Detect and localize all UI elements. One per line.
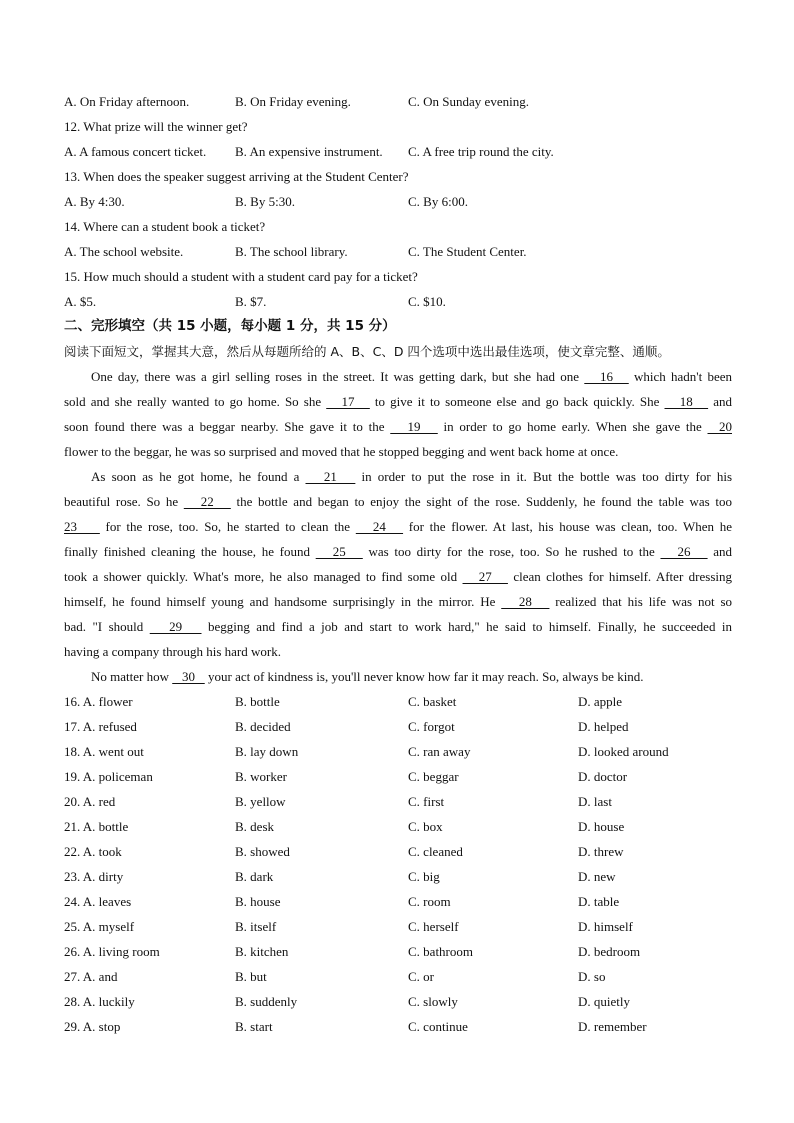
text: begging and find a job and start to work hard," he said to himself. Finally, he succeeded in [201, 619, 733, 634]
option-b: B. On Friday evening. [235, 94, 351, 109]
question-15-stem: 15. How much should a student with a student card pay for a ticket? [64, 269, 418, 284]
section-heading: 二、完形填空（共 15 小题，每小题 1 分，共 15 分） [64, 318, 396, 334]
option-b: B. suddenly [235, 994, 298, 1009]
option-b: B. start [235, 1019, 273, 1034]
blank-24: 24 [355, 519, 404, 534]
option-d: D. new [578, 869, 616, 884]
passage-line [64, 439, 732, 464]
option-c: C. cleaned [408, 844, 463, 859]
option-b: B. house [235, 894, 281, 909]
option-b: B. lay down [235, 744, 299, 759]
passage-line [64, 664, 732, 689]
question-15-options [64, 289, 732, 314]
choices-list [64, 689, 732, 1039]
option-a: 25. A. myself [64, 919, 135, 934]
text: in order to go home early. When she gave the [437, 419, 708, 434]
option-c: C. ran away [408, 744, 471, 759]
choice-row [64, 939, 732, 964]
question-12-stem: 12. What prize will the winner get? [64, 119, 248, 134]
question-14-options [64, 239, 732, 264]
text: As soon as he got home, he found a [91, 469, 306, 484]
choice-row [64, 814, 732, 839]
option-c: C. first [408, 794, 445, 809]
option-a: 26. A. living room [64, 944, 160, 959]
blank-21: 21 [305, 469, 356, 484]
option-d: D. house [578, 819, 625, 834]
text: soon found there was a beggar nearby. She gave it to the [64, 419, 391, 434]
text: himself, he found himself young and handsome surprisingly in the mirror. He [64, 594, 502, 609]
blank-30: 30 [172, 669, 205, 684]
option-c: C. or [408, 969, 434, 984]
choice-row [64, 989, 732, 1014]
choice-row [64, 789, 732, 814]
text: your act of kindness is, you'll never know how far it may reach. So, always be kind. [204, 669, 644, 684]
option-a: 22. A. took [64, 844, 122, 859]
text: realized that his life was not so [549, 594, 733, 609]
option-a: A. $5. [64, 294, 97, 309]
blank-27: 27 [462, 569, 508, 584]
page-content [64, 89, 732, 1039]
blank-25: 25 [315, 544, 363, 559]
choice-row [64, 964, 732, 989]
blank-17: 17 [326, 394, 370, 409]
passage-line [64, 489, 732, 514]
text: took a shower quickly. What's more, he also managed to find some old [64, 569, 463, 584]
text: the bottle and began to enjoy the sight of the rose. Suddenly, he found the table was too [230, 494, 733, 509]
option-c: C. On Sunday evening. [408, 94, 529, 109]
option-c: C. bathroom [408, 944, 473, 959]
text: One day, there was a girl selling roses in the street. It was getting dark, but she had one [91, 369, 585, 384]
option-d: D. doctor [578, 769, 628, 784]
text: and [708, 394, 732, 409]
option-a: 20. A. red [64, 794, 116, 809]
choice-row [64, 714, 732, 739]
text: which hadn't been [628, 369, 733, 384]
option-c: C. The Student Center. [408, 244, 527, 259]
section-instruction: 阅读下面短文，掌握其大意，然后从每题所给的 A、B、C、D 四个选项中选出最佳选项，使文章完整、通顺。 [64, 344, 670, 359]
option-b: B. showed [235, 844, 290, 859]
choice-row [64, 764, 732, 789]
option-a: 17. A. refused [64, 719, 137, 734]
option-a: 16. A. flower [64, 694, 133, 709]
text: for the flower. At last, his house was clean, too. When he [403, 519, 732, 534]
option-d: D. himself [578, 919, 633, 934]
option-b: B. decided [235, 719, 291, 734]
passage-line [64, 639, 732, 664]
option-a: 23. A. dirty [64, 869, 124, 884]
option-c: C. room [408, 894, 451, 909]
text: finally finished cleaning the house, he found [64, 544, 316, 559]
option-b: B. kitchen [235, 944, 289, 959]
option-a: 24. A. leaves [64, 894, 132, 909]
blank-28: 28 [501, 594, 550, 609]
text: clean clothes for himself. After dressing [507, 569, 732, 584]
option-c: C. slowly [408, 994, 458, 1009]
option-b: B. By 5:30. [235, 194, 295, 209]
option-b: B. but [235, 969, 267, 984]
option-a: 19. A. policeman [64, 769, 153, 784]
option-b: B. An expensive instrument. [235, 144, 383, 159]
option-b: B. worker [235, 769, 287, 784]
text: to give it to someone else and go back quickly. She [369, 394, 665, 409]
blank-26: 26 [660, 544, 708, 559]
option-c: C. By 6:00. [408, 194, 468, 209]
option-d: D. quietly [578, 994, 630, 1009]
choice-row [64, 689, 732, 714]
option-b: B. The school library. [235, 244, 348, 259]
option-c: C. herself [408, 919, 459, 934]
choice-row [64, 914, 732, 939]
option-d: D. apple [578, 694, 623, 709]
question-13-options [64, 189, 732, 214]
option-a: 29. A. stop [64, 1019, 121, 1034]
passage-line [64, 414, 732, 439]
choice-row [64, 1014, 732, 1039]
option-b: B. yellow [235, 794, 286, 809]
option-c: C. beggar [408, 769, 459, 784]
option-d: D. table [578, 894, 620, 909]
option-d: D. remember [578, 1019, 647, 1034]
option-b: B. $7. [235, 294, 267, 309]
blank-29: 29 [149, 619, 202, 634]
passage-line [64, 539, 732, 564]
option-d: D. bedroom [578, 944, 641, 959]
choice-row [64, 889, 732, 914]
blank-16: 16 [584, 369, 629, 384]
text: flower to the beggar, he was so surprised and moved that he stopped begging and went back home at once. [64, 444, 619, 459]
passage-line [64, 464, 732, 489]
option-b: B. dark [235, 869, 274, 884]
option-c: C. forgot [408, 719, 455, 734]
option-c: C. big [408, 869, 440, 884]
text: and [707, 544, 733, 559]
question-13-stem: 13. When does the speaker suggest arriving at the Student Center? [64, 169, 409, 184]
option-a: A. The school website. [64, 244, 184, 259]
passage-line [64, 589, 732, 614]
text: No matter how [91, 669, 173, 684]
passage-line [64, 389, 732, 414]
option-b: B. desk [235, 819, 274, 834]
option-d: D. last [578, 794, 612, 809]
option-c: C. box [408, 819, 443, 834]
text: was too dirty for the rose, too. So he rushed to the [362, 544, 661, 559]
text: bad. "I should [64, 619, 150, 634]
option-d: D. helped [578, 719, 629, 734]
passage-line [64, 364, 732, 389]
text: in order to put the rose in it. But the bottle was too dirty for his [355, 469, 733, 484]
blank-18: 18 [664, 394, 709, 409]
text: having a company through his hard work. [64, 644, 281, 659]
question-14-stem: 14. Where can a student book a ticket? [64, 219, 266, 234]
question-12-options [64, 139, 732, 164]
question-11-options [64, 89, 732, 114]
text: beautiful rose. So he [64, 494, 184, 509]
passage-line [64, 564, 732, 589]
blank-20: 20 [707, 419, 732, 434]
option-a: A. A famous concert ticket. [64, 144, 207, 159]
text: for the rose, too. So, he started to clean the [99, 519, 356, 534]
blank-22: 22 [183, 494, 231, 509]
blank-23: 23 [64, 519, 100, 534]
option-d: D. looked around [578, 744, 669, 759]
choice-row [64, 839, 732, 864]
option-c: C. $10. [408, 294, 446, 309]
option-d: D. so [578, 969, 606, 984]
blank-19: 19 [390, 419, 438, 434]
option-a: 21. A. bottle [64, 819, 129, 834]
option-a: A. By 4:30. [64, 194, 125, 209]
option-d: D. threw [578, 844, 624, 859]
option-c: C. continue [408, 1019, 468, 1034]
option-a: 18. A. went out [64, 744, 144, 759]
option-b: B. itself [235, 919, 277, 934]
option-a: A. On Friday afternoon. [64, 94, 190, 109]
choice-row [64, 864, 732, 889]
choice-row [64, 739, 732, 764]
option-a: 28. A. luckily [64, 994, 135, 1009]
option-c: C. A free trip round the city. [408, 144, 554, 159]
passage-line [64, 614, 732, 639]
option-b: B. bottle [235, 694, 280, 709]
option-a: 27. A. and [64, 969, 118, 984]
text: sold and she really wanted to go home. So she [64, 394, 327, 409]
passage-line [64, 514, 732, 539]
option-c: C. basket [408, 694, 457, 709]
